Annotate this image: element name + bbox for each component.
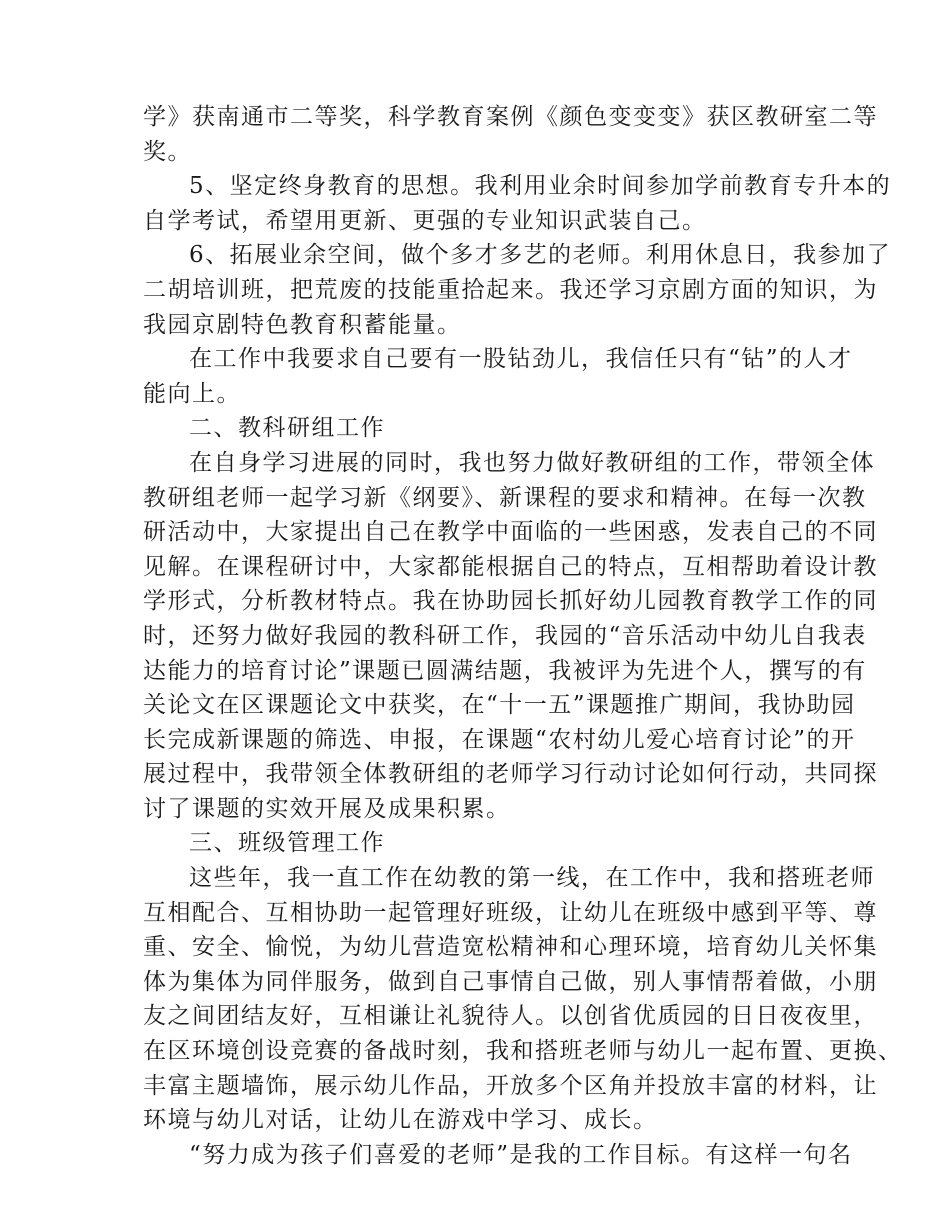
text-line: 奖。: [143, 138, 192, 165]
text-line: 互相配合、互相协助一起管理好班级，让幼儿在班级中感到平等、尊: [143, 899, 878, 926]
text-line: 这些年，我一直工作在幼教的第一线，在工作中，我和搭班老师: [189, 865, 875, 892]
text-line: 二胡培训班，把荒废的技能重拾起来。我还学习京剧方面的知识，为: [143, 276, 878, 303]
text-line: 在区环境创设竞赛的备战时刻，我和搭班老师与幼儿一起布置、更换、: [143, 1038, 903, 1065]
text-line: 自学考试，希望用更新、更强的专业知识武装自己。: [143, 207, 707, 234]
text-line: 6、拓展业余空间，做个多才多艺的老师。利用休息日，我参加了: [189, 242, 892, 269]
text-line: 我园京剧特色教育积蓄能量。: [143, 311, 462, 338]
text-line: 达能力的培育讨论”课题已圆满结题，我被评为先进个人，撰写的有: [143, 657, 867, 684]
text-line: 重、安全、愉悦，为幼儿营造宽松精神和心理环境，培育幼儿关怀集: [143, 934, 878, 961]
text-line: 环境与幼儿对话，让幼儿在游戏中学习、成长。: [143, 1107, 658, 1134]
document-body: [143, 100, 903, 1172]
text-line: 在自身学习进展的同时，我也努力做好教研组的工作，带领全体: [189, 449, 875, 476]
text-line: 长完成新课题的筛选、申报，在课题“农村幼儿爱心培育讨论”的开: [143, 726, 856, 753]
text-line: 见解。在课程研讨中，大家都能根据自己的特点，互相帮助着设计教: [143, 553, 878, 580]
text-line: 友之间团结友好，互相谦让礼貌待人。以创省优质园的日日夜夜里，: [143, 1003, 878, 1030]
text-line: 能向上。: [143, 380, 241, 407]
text-line: 学》获南通市二等奖，科学教育案例《颜色变变变》获区教研室二等: [143, 104, 878, 130]
text-line: “努力成为孩子们喜爱的老师”是我的工作目标。有这样一句名: [189, 1141, 853, 1168]
text-line: 关论文在区课题论文中获奖，在“十一五”课题推广期间，我协助园: [143, 692, 856, 719]
text-line: 展过程中，我带领全体教研组的老师学习行动讨论如何行动，共同探: [143, 761, 878, 788]
text-line: 二、教科研组工作: [189, 415, 385, 442]
text-line: 研活动中，大家提出自己在教学中面临的一些困惑，发表自己的不同: [143, 519, 878, 546]
text-line: 时，还努力做好我园的教科研工作，我园的“音乐活动中幼儿自我表: [143, 622, 867, 649]
text-line: 5、坚定终身教育的思想。我利用业余时间参加学前教育专升本的: [189, 173, 892, 200]
text-line: 讨了课题的实效开展及成果积累。: [143, 795, 511, 822]
text-line: 三、班级管理工作: [189, 830, 385, 857]
text-line: 丰富主题墙饰，展示幼儿作品，开放多个区角并投放丰富的材料，让: [143, 1072, 878, 1099]
text-line: 体为集体为同伴服务，做到自己事情自己做，别人事情帮着做，小朋: [143, 968, 878, 995]
text-line: 学形式，分析教材特点。我在协助园长抓好幼儿园教育教学工作的同: [143, 588, 878, 615]
text-line: 在工作中我要求自己要有一股钻劲儿，我信任只有“钻”的人才: [189, 346, 853, 373]
text-line: 教研组老师一起学习新《纲要》、新课程的要求和精神。在每一次教: [143, 484, 867, 511]
